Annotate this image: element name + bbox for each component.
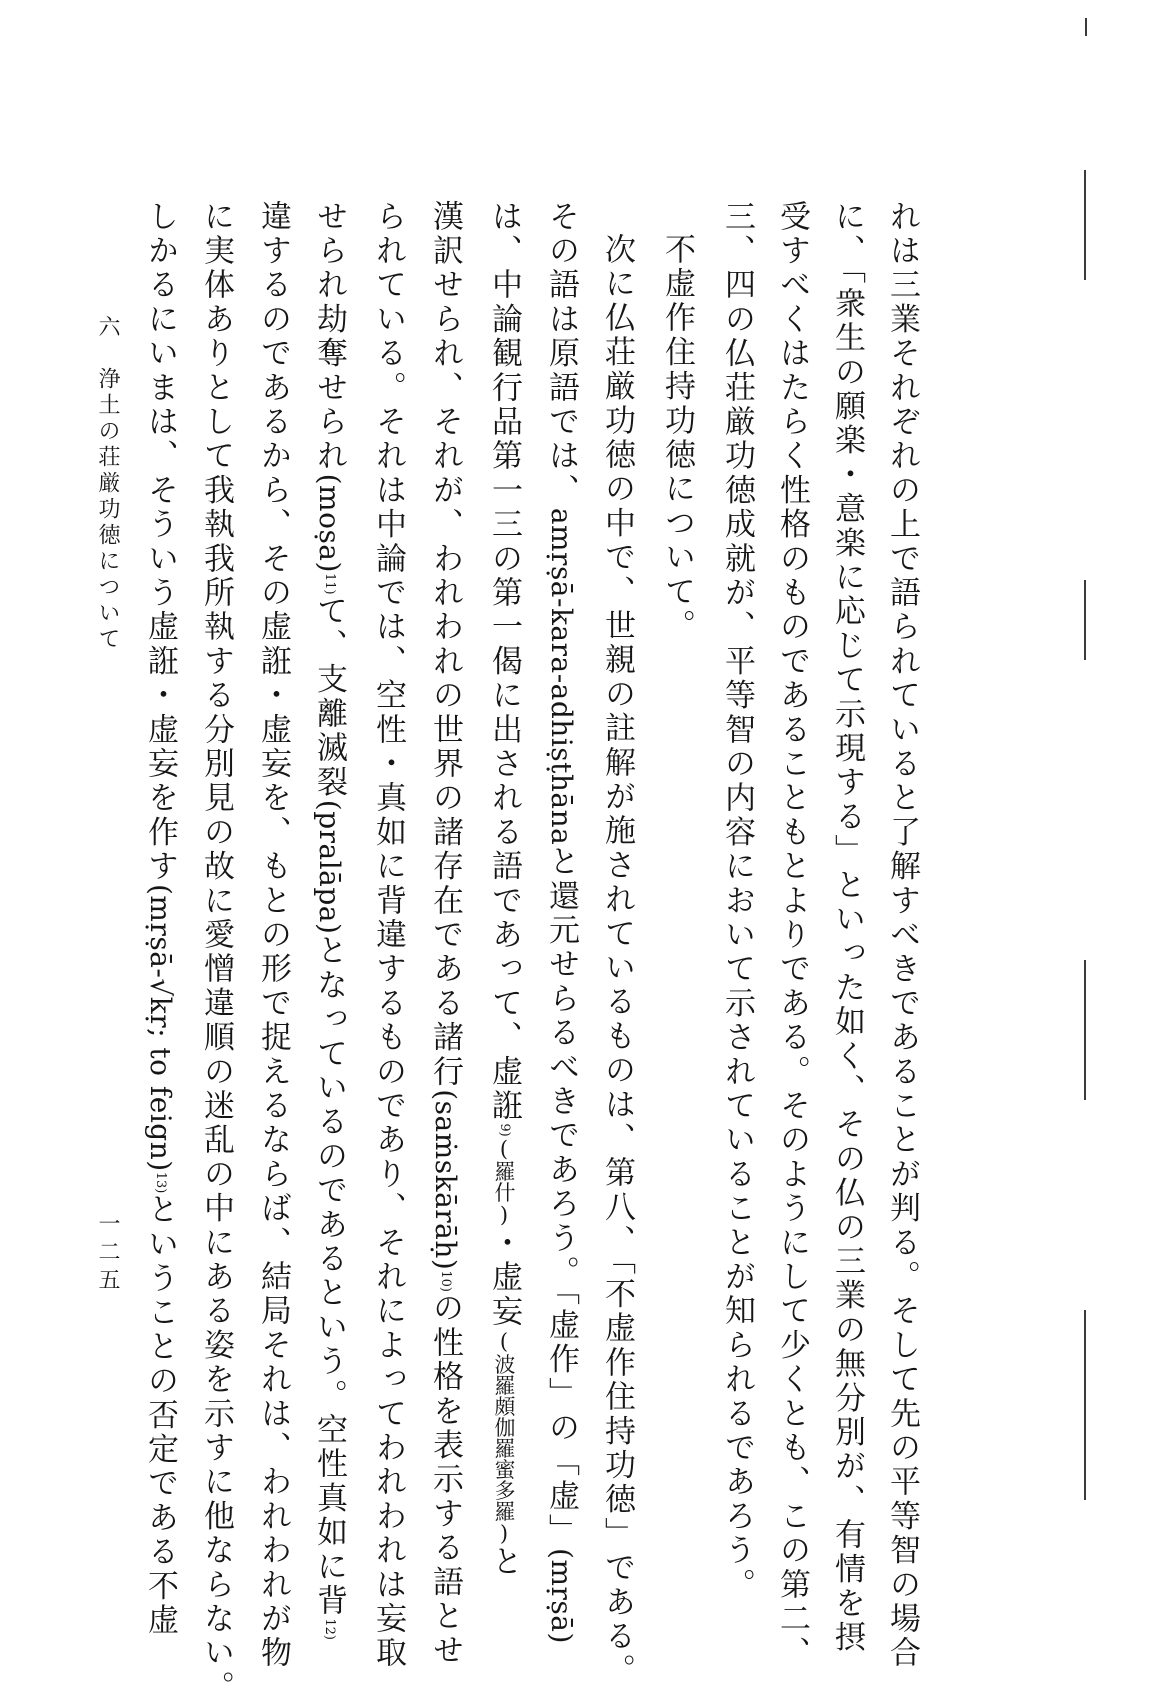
scan-mark <box>1084 960 1086 1100</box>
sanskrit-term: (saṁskārāḥ) <box>429 1089 462 1271</box>
page-number: 一二五 <box>95 1212 120 1296</box>
sanskrit-term: amṛṣā-kara-adhiṣṭhāna <box>545 507 578 846</box>
text-column-8 <box>484 200 524 1580</box>
sanskrit-term: (moṣa) <box>313 473 346 573</box>
scan-mark <box>1084 1310 1086 1500</box>
column-text: 違するのであるから、その虚誑・虚妄を、もとの形で捉えるならば、結局それは、われわれが物 <box>255 200 291 1671</box>
text-column-1 <box>882 200 922 1671</box>
text-column-14 <box>140 200 180 1638</box>
column-text: れは三業それぞれの上で語られていると了解すべきであることが判る。そして先の平等智の場合 <box>884 200 920 1671</box>
column-text: の性格を表示する語とせ <box>427 1291 463 1669</box>
column-text: しかるにいまは、そういう虚誑・虚妄を作す <box>142 200 178 884</box>
column-text: その語は原語では、 <box>543 200 579 508</box>
column-text: 三、四の仏荘厳功徳成就が、平等智の内容において示されていることが知られるであろう。 <box>719 200 755 1603</box>
heading-text: 不虚作住持功徳について。 <box>659 233 695 644</box>
column-text: は、中論観行品第一三の第一偈に出される語であって、虚誑 <box>486 200 522 1124</box>
translator-note: (波羅頗伽羅蜜多羅) <box>492 1329 516 1546</box>
column-text: に実体ありとして我執我所執する分別見の故に愛憎違順の迷乱の中にある姿を示すに他ならない。 <box>198 200 234 1705</box>
text-column-4 <box>717 200 757 1603</box>
text-column-6 <box>597 233 637 1689</box>
text-column-13 <box>196 200 236 1705</box>
text-column-9 <box>425 200 465 1669</box>
translator-note: (羅什) <box>492 1136 516 1227</box>
column-text: ということの否定である不虚 <box>142 1193 178 1638</box>
sanskrit-term: (mṛṣā-√kṛ; to feign) <box>144 884 177 1172</box>
section-heading <box>657 233 697 1533</box>
footnote-ref: 10) <box>438 1270 453 1292</box>
column-text: せられ劫奪せられ <box>311 200 347 474</box>
column-text: ・虚妄 <box>486 1226 522 1330</box>
text-column-12 <box>253 200 293 1671</box>
column-text: られている。それは中論では、空性・真如に背違するものであり、それによってわれわれは妄取 <box>370 200 406 1671</box>
text-column-10 <box>368 200 408 1671</box>
scan-mark <box>1084 170 1086 280</box>
footnote-ref: 11) <box>322 572 337 595</box>
scan-mark <box>1085 18 1087 36</box>
column-text: 漢訳せられ、それが、われわれの世界の諸存在である諸行 <box>427 200 463 1090</box>
sanskrit-term: (pralāpa) <box>313 799 346 935</box>
text-column-2 <box>827 200 867 1656</box>
sanskrit-term: (mṛṣā) <box>545 1548 578 1644</box>
column-text: 次に仏荘厳功徳の中で、世親の註解が施されているものは、第八、「不虚作住持功徳」である。 <box>599 233 635 1689</box>
column-text: に、「衆生の願楽・意楽に応じて示現する」といった如く、その仏の三業の無分別が、有情を摂 <box>829 200 865 1656</box>
text-column-3 <box>772 200 812 1671</box>
scan-mark <box>1084 580 1086 660</box>
column-text: と <box>486 1545 522 1580</box>
footnote-ref: 9) <box>497 1123 512 1137</box>
column-text: て、支離滅裂 <box>311 594 347 800</box>
column-text: と還元せらるべきであろう。「虚作」の「虚」 <box>543 845 579 1549</box>
running-head: 六 浄土の荘厳功徳について <box>95 315 120 653</box>
footnote-ref: 13) <box>153 1171 168 1194</box>
column-text: となっているのであるという。空性真如に背 <box>311 934 347 1619</box>
footnote-ref: 12) <box>322 1618 337 1641</box>
text-column-7 <box>541 200 581 1644</box>
text-column-11 <box>309 200 349 1641</box>
column-text: 受すべくはたらく性格のものであることもとよりである。そのようにして少くとも、この第二、 <box>774 200 810 1671</box>
